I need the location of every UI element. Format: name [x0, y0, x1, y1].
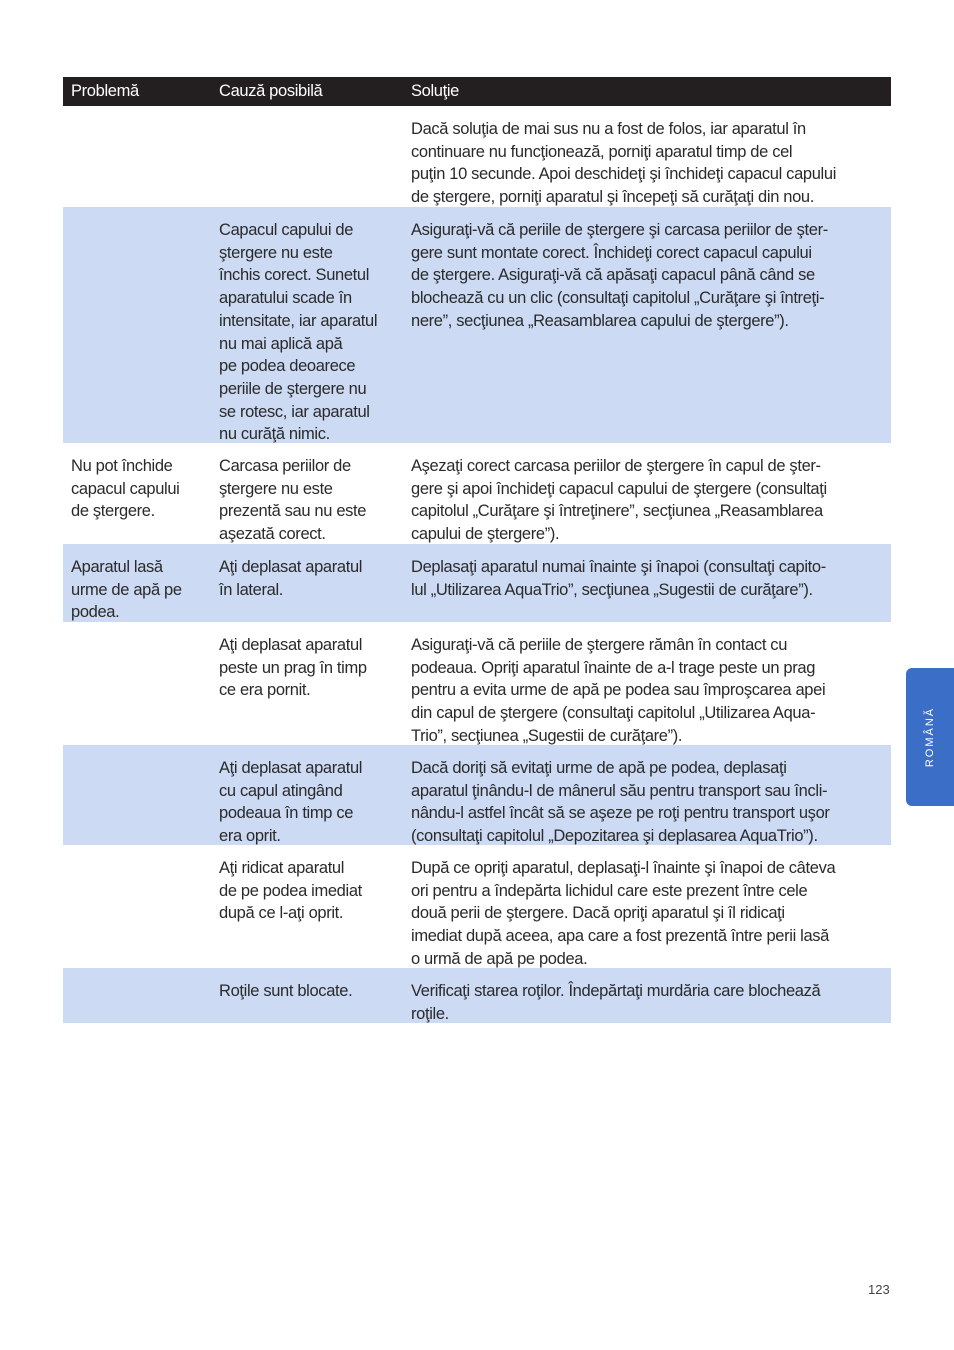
table-header: [63, 77, 891, 106]
header-problem: Problemă: [71, 82, 139, 100]
solution-cell: Verificaţi starea roţilor. Îndepărtaţi murdăria care blochează roţile.: [411, 982, 821, 1023]
solution-cell: Deplasaţi aparatul numai înainte şi înapoi (consultaţi capito- lul „Utilizarea AquaTrio”, secţiunea „Sugestii de curăţare”).: [411, 558, 826, 599]
table-row: [63, 106, 891, 207]
header-solution: Soluţie: [411, 82, 460, 100]
solution-cell: După ce opriţi aparatul, deplasaţi-l înainte şi înapoi de câteva ori pentru a îndepărta lichidul care este prezent între cele două perii de ştergere. Dacă opriţi aparatul şi îl ridicaţi imediat după aceea, apa care a fost prezentă între perii lasă o urmă de apă pe podea.: [411, 859, 836, 968]
table-row: [63, 745, 891, 845]
problem-cell: [63, 207, 211, 443]
language-label: ROMÂNĂ: [924, 706, 936, 768]
table-row: [63, 845, 891, 968]
cause-cell: Aţi ridicat aparatul de pe podea imediat după ce l-aţi oprit.: [219, 859, 362, 923]
page-number: 123: [868, 1282, 890, 1297]
table-row: [63, 622, 891, 745]
cause-cell: Carcasa periilor de ştergere nu este prezentă sau nu este aşezată corect.: [219, 457, 367, 544]
table-row: [63, 207, 891, 443]
table-row: [63, 544, 891, 622]
problem-cell: Nu pot închide capacul capului de ştergere.: [71, 457, 180, 521]
solution-cell: Aşezaţi corect carcasa periilor de ştergere în capul de şter- gere şi apoi închideţi capacul capului de ştergere (consultaţi capitolul „Curăţare şi întreţinere”, secţiunea „Reasamblarea capului de ştergere”).: [411, 457, 827, 544]
cause-cell: [211, 106, 403, 207]
cause-cell: Aţi deplasat aparatul cu capul atingând podeaua în timp ce era oprit.: [219, 759, 363, 846]
header-cause: Cauză posibilă: [219, 82, 323, 100]
cause-cell: Aţi deplasat aparatul peste un prag în timp ce era pornit.: [219, 636, 367, 700]
troubleshooting-table: [63, 77, 891, 1023]
solution-cell: Asiguraţi-vă că periile de ştergere rămân în contact cu podeaua. Opriţi aparatul înainte de a-l trage peste un prag pentru a evita urme de apă pe podea sau împroşcarea apei din capul de ştergere (consultaţi capitolul „Utilizarea Aqua- Trio”, secţiunea „Sugestii de curăţare”).: [411, 636, 826, 745]
cause-cell: Aţi deplasat aparatul în lateral.: [219, 558, 363, 599]
problem-cell: [63, 106, 211, 207]
problem-cell: [63, 622, 211, 745]
problem-cell: [63, 845, 211, 968]
language-side-tab: [906, 668, 954, 806]
solution-cell: Dacă doriţi să evitaţi urme de apă pe podea, deplasaţi aparatul ţinându-l de mânerul său pentru transport sau încli- nându-l astfel încât să se aşeze pe roţi pentru transport uşor (consultaţi capitolul „Depozitarea şi deplasarea AquaTrio”).: [411, 759, 830, 846]
table-row: [63, 443, 891, 544]
problem-cell: [63, 745, 211, 845]
cause-cell: Roţile sunt blocate.: [219, 982, 353, 1000]
problem-cell: [63, 968, 211, 1023]
problem-cell: Aparatul lasă urme de apă pe podea.: [71, 558, 182, 622]
solution-cell: Asiguraţi-vă că periile de ştergere şi carcasa periilor de şter- gere sunt montate corect. Închideţi corect capacul capului de ştergere. Asiguraţi-vă că apăsaţi capacul până când se blochează cu un clic (consultaţi capitolul „Curăţare şi întreţi- nere”, secţiunea „Reasamblarea capului de ştergere”).: [411, 221, 828, 330]
table-row: [63, 968, 891, 1023]
solution-cell: Dacă soluţia de mai sus nu a fost de folos, iar aparatul în continuare nu funcţionează, porniţi aparatul timp de cel puţin 10 secunde. Apoi deschideţi şi închideţi capacul capului de ştergere, porniţi aparatul şi începeţi să curăţaţi din nou.: [411, 120, 837, 207]
cause-cell: Capacul capului de ştergere nu este închis corect. Sunetul aparatului scade în intensitate, iar aparatul nu mai aplică apă pe podea deoarece periile de ştergere nu se rotesc, iar aparatul nu curăţă nimic.: [219, 221, 378, 444]
